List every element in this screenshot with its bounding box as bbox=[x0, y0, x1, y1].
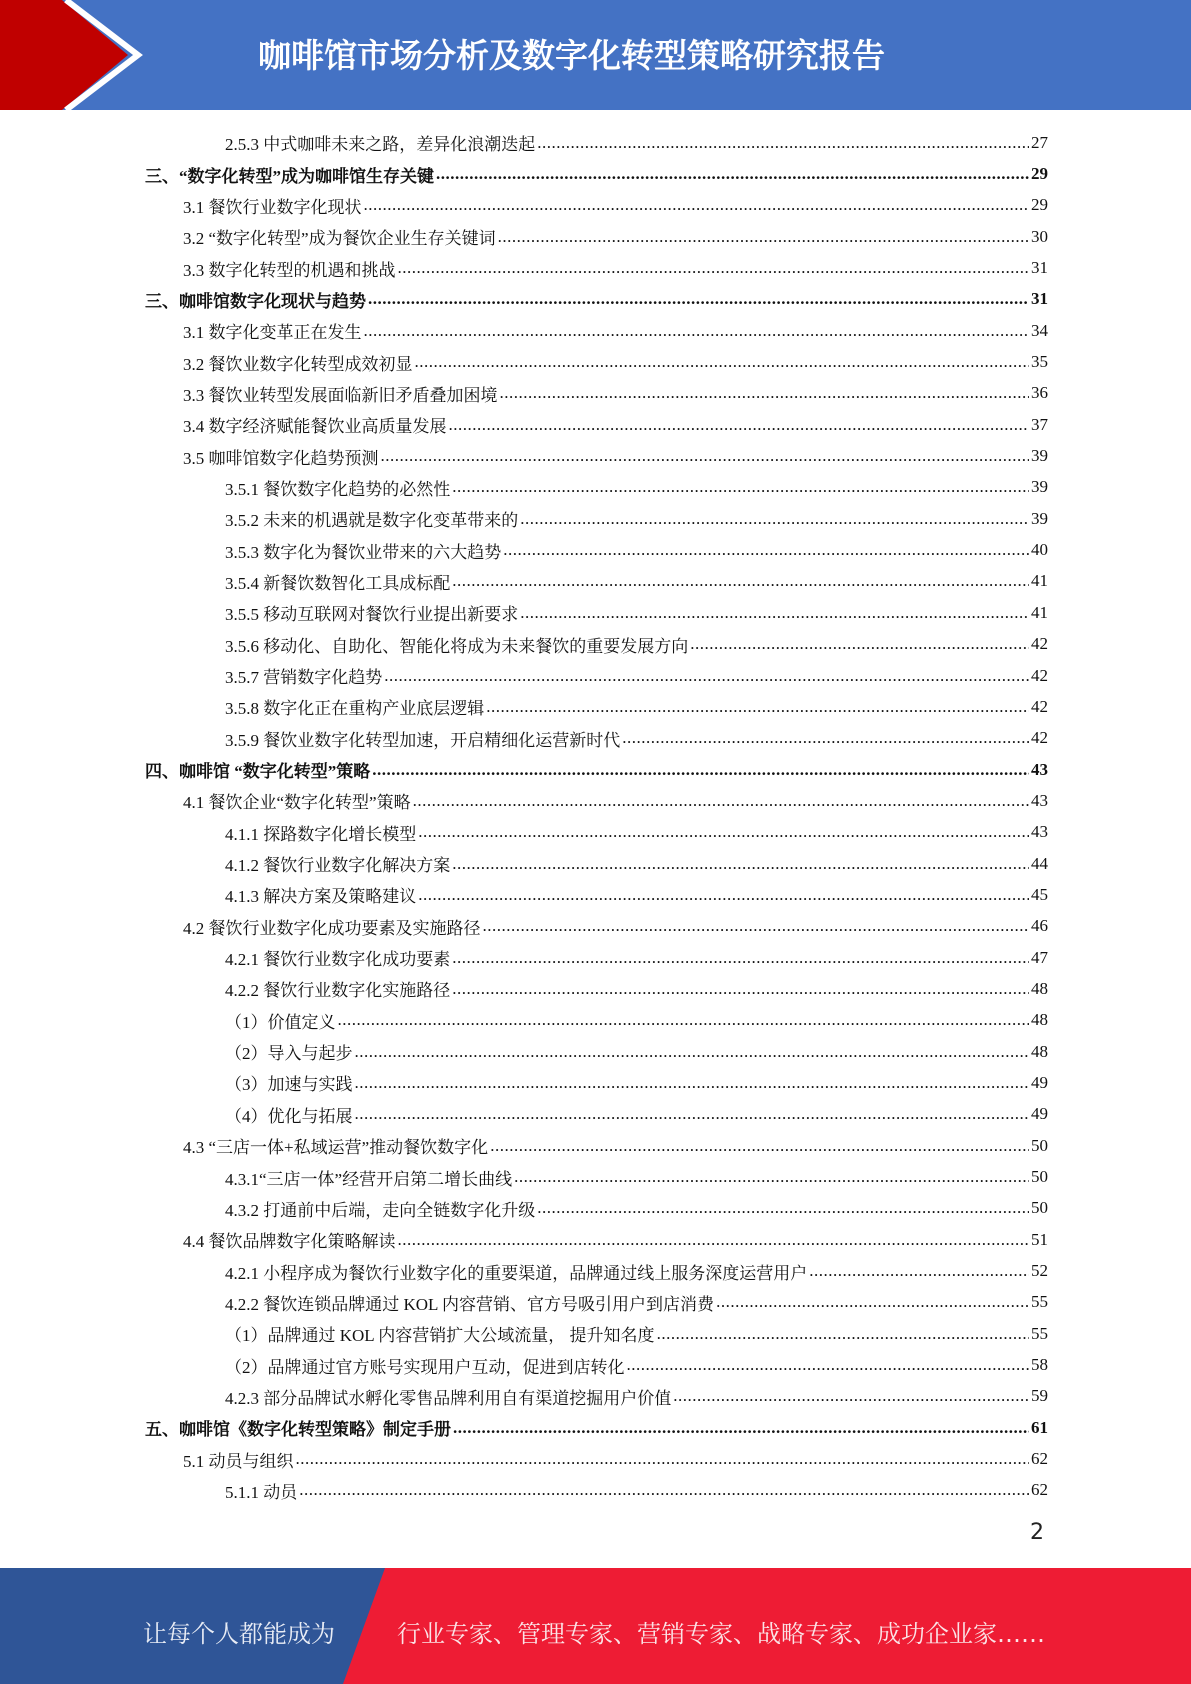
dot-leader bbox=[520, 603, 1029, 623]
footer-slogan-right: 行业专家、管理专家、营销专家、战略专家、成功企业家…… bbox=[397, 1620, 1045, 1648]
toc-entry-content bbox=[183, 193, 1048, 218]
toc-entry-content bbox=[145, 757, 1048, 782]
toc-entry-page: 30 bbox=[1031, 226, 1048, 246]
dot-leader bbox=[514, 1167, 1029, 1187]
toc-entry-label: （2）品牌通过官方账号实现用户互动，促进到店转化 bbox=[225, 1357, 625, 1377]
dot-leader bbox=[690, 634, 1029, 654]
toc-entry-content bbox=[225, 130, 1048, 155]
toc-entry-page: 50 bbox=[1031, 1167, 1048, 1187]
toc-entry-page: 49 bbox=[1031, 1072, 1048, 1092]
toc-entry-content bbox=[225, 506, 1048, 531]
dot-leader bbox=[436, 164, 1029, 184]
dot-leader bbox=[299, 1480, 1029, 1500]
toc-entry-content bbox=[225, 1008, 1048, 1033]
toc-entry-page: 31 bbox=[1031, 289, 1048, 309]
toc-entry-label: 4.2.1 小程序成为餐饮行业数字化的重要渠道，品牌通过线上服务深度运营用户 bbox=[225, 1263, 808, 1283]
toc-entry-label: 4.3.1“三店一体”经营开启第二增长曲线 bbox=[225, 1169, 513, 1189]
toc-entry-content bbox=[145, 287, 1048, 312]
dot-leader bbox=[452, 854, 1029, 874]
toc-entry-label: 2.5.3 中式咖啡未来之路，差异化浪潮迭起 bbox=[225, 135, 536, 155]
toc-entry-page: 50 bbox=[1031, 1135, 1048, 1155]
toc-entry-page: 40 bbox=[1031, 540, 1048, 560]
toc-entry[interactable] bbox=[0, 1318, 1191, 1349]
dot-leader bbox=[809, 1261, 1029, 1281]
dot-leader bbox=[368, 289, 1029, 309]
toc-entry-page: 58 bbox=[1031, 1355, 1048, 1375]
toc-entry[interactable] bbox=[0, 1443, 1191, 1474]
toc-entry[interactable] bbox=[0, 942, 1191, 973]
toc-entry-label: 3.1 餐饮行业数字化现状 bbox=[183, 197, 362, 217]
dot-leader bbox=[452, 979, 1029, 999]
toc-entry-page: 50 bbox=[1031, 1198, 1048, 1218]
toc-entry-label: 3.5.9 餐饮业数字化转型加速，开启精细化运营新时代 bbox=[225, 730, 621, 750]
toc-entry-page: 62 bbox=[1031, 1449, 1048, 1469]
toc-entry-page: 37 bbox=[1031, 414, 1048, 434]
toc-entry[interactable] bbox=[0, 1224, 1191, 1255]
toc-entry-content bbox=[225, 1039, 1048, 1064]
toc-entry[interactable] bbox=[0, 1067, 1191, 1098]
dot-leader bbox=[657, 1324, 1029, 1344]
toc-entry-content bbox=[183, 1447, 1048, 1472]
toc-entry[interactable] bbox=[0, 629, 1191, 660]
toc-entry-content bbox=[225, 475, 1048, 500]
toc-entry[interactable] bbox=[0, 879, 1191, 910]
toc-entry-label: 4.1.2 餐饮行业数字化解决方案 bbox=[225, 856, 451, 876]
toc-entry-label: 3.5 咖啡馆数字化趋势预测 bbox=[183, 448, 379, 468]
toc-entry-page: 45 bbox=[1031, 884, 1048, 904]
toc-entry-content bbox=[183, 350, 1048, 375]
table-of-contents bbox=[0, 127, 1191, 1506]
toc-entry-content bbox=[225, 1353, 1048, 1378]
toc-entry-label: 3.5.5 移动互联网对餐饮行业提出新要求 bbox=[225, 605, 519, 625]
toc-entry-label: 三、咖啡馆数字化现状与趋势 bbox=[145, 291, 366, 311]
toc-entry[interactable] bbox=[0, 1161, 1191, 1192]
toc-entry-content bbox=[183, 381, 1048, 406]
toc-entry-page: 41 bbox=[1031, 571, 1048, 591]
dot-leader bbox=[452, 477, 1029, 497]
toc-entry-label: 4.2 餐饮行业数字化成功要素及实施路径 bbox=[183, 918, 481, 938]
red-chevron-decoration bbox=[0, 0, 170, 110]
toc-entry-page: 61 bbox=[1031, 1417, 1048, 1437]
toc-entry-label: 3.5.3 数字化为餐饮业带来的六大趋势 bbox=[225, 542, 502, 562]
toc-entry-label: 四、咖啡馆 “数字化转型”策略 bbox=[145, 762, 371, 782]
toc-entry-label: 五、咖啡馆《数字化转型策略》制定手册 bbox=[145, 1420, 451, 1440]
toc-entry-content bbox=[225, 1102, 1048, 1127]
toc-entry-page: 51 bbox=[1031, 1229, 1048, 1249]
toc-entry-label: 4.2.2 餐饮连锁品牌通过 KOL 内容营销、官方号吸引用户到店消费 bbox=[225, 1294, 715, 1314]
dot-leader bbox=[486, 697, 1029, 717]
toc-entry-page: 48 bbox=[1031, 978, 1048, 998]
toc-entry-page: 55 bbox=[1031, 1323, 1048, 1343]
toc-entry[interactable] bbox=[0, 754, 1191, 785]
toc-entry-content bbox=[183, 412, 1048, 437]
toc-entry-content bbox=[225, 945, 1048, 970]
dot-leader bbox=[398, 258, 1030, 278]
toc-entry-content bbox=[225, 663, 1048, 688]
toc-entry-content bbox=[225, 976, 1048, 1001]
toc-entry-content bbox=[225, 1165, 1048, 1190]
dot-leader bbox=[381, 446, 1030, 466]
toc-entry[interactable] bbox=[0, 973, 1191, 1004]
toc-entry-content bbox=[225, 1259, 1048, 1284]
toc-entry[interactable] bbox=[0, 440, 1191, 471]
toc-entry[interactable] bbox=[0, 1381, 1191, 1412]
toc-entry[interactable] bbox=[0, 660, 1191, 691]
toc-entry-content bbox=[145, 162, 1048, 187]
toc-entry-label: （4）优化与拓展 bbox=[225, 1106, 353, 1126]
dot-leader bbox=[622, 728, 1029, 748]
toc-entry[interactable] bbox=[0, 1005, 1191, 1036]
toc-entry-label: 4.1.1 探路数字化增长模型 bbox=[225, 824, 417, 844]
toc-entry-content bbox=[225, 726, 1048, 751]
toc-entry-page: 42 bbox=[1031, 665, 1048, 685]
dot-leader bbox=[498, 227, 1029, 247]
toc-entry-content bbox=[225, 1478, 1048, 1503]
toc-entry-label: 5.1 动员与组织 bbox=[183, 1451, 294, 1471]
toc-entry-content bbox=[225, 538, 1048, 563]
toc-entry[interactable] bbox=[0, 785, 1191, 816]
dot-leader bbox=[490, 1136, 1029, 1156]
toc-entry-label: 4.3 “三店一体+私域运营”推动餐饮数字化 bbox=[183, 1138, 489, 1158]
toc-entry-page: 43 bbox=[1031, 790, 1048, 810]
toc-entry-content bbox=[183, 1227, 1048, 1252]
toc-entry-page: 42 bbox=[1031, 728, 1048, 748]
toc-entry[interactable] bbox=[0, 817, 1191, 848]
toc-entry-page: 59 bbox=[1031, 1386, 1048, 1406]
dot-leader bbox=[418, 822, 1029, 842]
toc-entry-content bbox=[225, 820, 1048, 845]
toc-entry-page: 48 bbox=[1031, 1041, 1048, 1061]
toc-entry-label: （3）加速与实践 bbox=[225, 1075, 353, 1095]
dot-leader bbox=[364, 321, 1030, 341]
dot-leader bbox=[384, 666, 1029, 686]
toc-entry[interactable] bbox=[0, 127, 1191, 158]
toc-entry[interactable] bbox=[0, 911, 1191, 942]
dot-leader bbox=[413, 791, 1029, 811]
dot-leader bbox=[398, 1230, 1030, 1250]
toc-entry-page: 39 bbox=[1031, 477, 1048, 497]
toc-entry[interactable] bbox=[0, 1349, 1191, 1380]
toc-entry-page: 43 bbox=[1031, 759, 1048, 779]
dot-leader bbox=[503, 540, 1029, 560]
toc-entry-label: 3.3 数字化转型的机遇和挑战 bbox=[183, 260, 396, 280]
toc-entry-page: 29 bbox=[1031, 195, 1048, 215]
toc-entry-label: 4.3.2 打通前中后端，走向全链数字化升级 bbox=[225, 1200, 536, 1220]
toc-entry[interactable] bbox=[0, 284, 1191, 315]
toc-entry-page: 52 bbox=[1031, 1261, 1048, 1281]
toc-entry[interactable] bbox=[0, 346, 1191, 377]
toc-entry-page: 31 bbox=[1031, 258, 1048, 278]
toc-entry[interactable] bbox=[0, 1255, 1191, 1286]
toc-entry-label: （1）价值定义 bbox=[225, 1012, 336, 1032]
toc-entry[interactable] bbox=[0, 534, 1191, 565]
toc-entry[interactable] bbox=[0, 315, 1191, 346]
toc-entry-label: 4.1.3 解决方案及策略建议 bbox=[225, 887, 417, 907]
toc-entry[interactable] bbox=[0, 378, 1191, 409]
toc-entry[interactable] bbox=[0, 597, 1191, 628]
page-footer bbox=[0, 1568, 1191, 1684]
toc-entry-label: 3.4 数字经济赋能餐饮业高质量发展 bbox=[183, 417, 447, 437]
toc-entry-page: 42 bbox=[1031, 696, 1048, 716]
toc-entry-label: 3.2 “数字化转型”成为餐饮企业生存关键词 bbox=[183, 229, 496, 249]
toc-entry[interactable] bbox=[0, 1475, 1191, 1506]
toc-entry-page: 36 bbox=[1031, 383, 1048, 403]
toc-entry-label: 3.1 数字化变革正在发生 bbox=[183, 323, 362, 343]
toc-entry-label: 5.1.1 动员 bbox=[225, 1482, 298, 1502]
toc-entry-label: 4.4 餐饮品牌数字化策略解读 bbox=[183, 1232, 396, 1252]
dot-leader bbox=[627, 1355, 1030, 1375]
dot-leader bbox=[415, 352, 1030, 372]
toc-entry-content bbox=[183, 914, 1048, 939]
toc-entry-content bbox=[183, 444, 1048, 469]
dot-leader bbox=[338, 1010, 1030, 1030]
toc-entry-label: 三、“数字化转型”成为咖啡馆生存关键 bbox=[145, 166, 434, 186]
dot-leader bbox=[355, 1073, 1030, 1093]
toc-entry[interactable] bbox=[0, 221, 1191, 252]
toc-entry-page: 46 bbox=[1031, 916, 1048, 936]
toc-entry[interactable] bbox=[0, 1036, 1191, 1067]
toc-entry-content bbox=[225, 1321, 1048, 1346]
toc-entry-content bbox=[183, 318, 1048, 343]
toc-entry-page: 41 bbox=[1031, 602, 1048, 622]
toc-entry[interactable] bbox=[0, 503, 1191, 534]
toc-entry-content bbox=[183, 224, 1048, 249]
toc-entry-page: 62 bbox=[1031, 1480, 1048, 1500]
toc-entry-label: 3.3 餐饮业转型发展面临新旧矛盾叠加困境 bbox=[183, 385, 498, 405]
toc-entry-content bbox=[225, 632, 1048, 657]
toc-entry-label: 3.5.6 移动化、自助化、智能化将成为未来餐饮的重要发展方向 bbox=[225, 636, 689, 656]
toc-entry[interactable] bbox=[0, 1193, 1191, 1224]
dot-leader bbox=[453, 1418, 1029, 1438]
toc-entry[interactable] bbox=[0, 190, 1191, 221]
toc-entry-content bbox=[225, 600, 1048, 625]
dot-leader bbox=[452, 571, 1029, 591]
toc-entry-label: 3.5.8 数字化正在重构产业底层逻辑 bbox=[225, 699, 485, 719]
dot-leader bbox=[716, 1292, 1029, 1312]
toc-entry-content bbox=[225, 882, 1048, 907]
page-number: 2 bbox=[1030, 1520, 1044, 1545]
toc-entry[interactable] bbox=[0, 1130, 1191, 1161]
toc-entry-page: 43 bbox=[1031, 822, 1048, 842]
toc-entry-content bbox=[225, 694, 1048, 719]
toc-entry-page: 27 bbox=[1031, 132, 1048, 152]
toc-entry-page: 55 bbox=[1031, 1292, 1048, 1312]
dot-leader bbox=[537, 133, 1029, 153]
toc-entry-content bbox=[225, 569, 1048, 594]
dot-leader bbox=[364, 195, 1030, 215]
toc-entry-content bbox=[145, 1415, 1048, 1440]
toc-entry[interactable] bbox=[0, 252, 1191, 283]
toc-entry-page: 35 bbox=[1031, 352, 1048, 372]
footer-slogan-left: 让每个人都能成为 bbox=[143, 1620, 335, 1648]
toc-entry[interactable] bbox=[0, 1412, 1191, 1443]
toc-entry-label: 3.2 餐饮业数字化转型成效初显 bbox=[183, 354, 413, 374]
report-title: 咖啡馆市场分析及数字化转型策略研究报告 bbox=[258, 36, 885, 75]
dot-leader bbox=[673, 1386, 1029, 1406]
toc-entry-label: （2）导入与起步 bbox=[225, 1044, 353, 1064]
toc-entry-page: 39 bbox=[1031, 446, 1048, 466]
toc-entry-page: 42 bbox=[1031, 634, 1048, 654]
toc-entry[interactable] bbox=[0, 1099, 1191, 1130]
toc-entry-content bbox=[183, 788, 1048, 813]
toc-entry-label: 3.5.1 餐饮数字化趋势的必然性 bbox=[225, 479, 451, 499]
toc-entry-content bbox=[225, 851, 1048, 876]
toc-entry-label: 3.5.4 新餐饮数智化工具成标配 bbox=[225, 573, 451, 593]
toc-entry-page: 47 bbox=[1031, 947, 1048, 967]
toc-entry-label: 4.2.2 餐饮行业数字化实施路径 bbox=[225, 981, 451, 1001]
toc-entry-label: （1）品牌通过 KOL 内容营销扩大公域流量， 提升知名度 bbox=[225, 1326, 655, 1346]
dot-leader bbox=[372, 760, 1029, 780]
toc-entry-label: 4.1 餐饮企业“数字化转型”策略 bbox=[183, 793, 411, 813]
toc-entry-content bbox=[225, 1290, 1048, 1315]
dot-leader bbox=[418, 885, 1029, 905]
toc-entry[interactable] bbox=[0, 409, 1191, 440]
toc-entry[interactable] bbox=[0, 848, 1191, 879]
toc-entry-page: 44 bbox=[1031, 853, 1048, 873]
toc-entry[interactable] bbox=[0, 566, 1191, 597]
dot-leader bbox=[537, 1198, 1029, 1218]
page-header bbox=[0, 0, 1191, 110]
toc-entry[interactable] bbox=[0, 472, 1191, 503]
dot-leader bbox=[449, 415, 1030, 435]
toc-entry-page: 49 bbox=[1031, 1104, 1048, 1124]
toc-entry-page: 48 bbox=[1031, 1010, 1048, 1030]
toc-entry-content bbox=[225, 1196, 1048, 1221]
toc-entry-label: 4.2.1 餐饮行业数字化成功要素 bbox=[225, 950, 451, 970]
dot-leader bbox=[520, 509, 1029, 529]
toc-entry-label: 3.5.2 未来的机遇就是数字化变革带来的 bbox=[225, 511, 519, 531]
toc-entry-content bbox=[183, 1133, 1048, 1158]
toc-entry-page: 29 bbox=[1031, 164, 1048, 184]
dot-leader bbox=[355, 1104, 1030, 1124]
dot-leader bbox=[483, 916, 1030, 936]
toc-entry[interactable] bbox=[0, 158, 1191, 189]
toc-entry-page: 34 bbox=[1031, 320, 1048, 340]
dot-leader bbox=[355, 1042, 1030, 1062]
toc-entry-page: 39 bbox=[1031, 508, 1048, 528]
dot-leader bbox=[500, 383, 1030, 403]
toc-entry-content bbox=[225, 1070, 1048, 1095]
toc-entry[interactable] bbox=[0, 1287, 1191, 1318]
toc-entry-content bbox=[183, 256, 1048, 281]
toc-entry[interactable] bbox=[0, 723, 1191, 754]
toc-entry-label: 3.5.7 营销数字化趋势 bbox=[225, 668, 383, 688]
dot-leader bbox=[452, 948, 1029, 968]
dot-leader bbox=[296, 1449, 1030, 1469]
toc-entry-content bbox=[225, 1384, 1048, 1409]
toc-entry-label: 4.2.3 部分品牌试水孵化零售品牌利用自有渠道挖掘用户价值 bbox=[225, 1388, 672, 1408]
toc-entry[interactable] bbox=[0, 691, 1191, 722]
